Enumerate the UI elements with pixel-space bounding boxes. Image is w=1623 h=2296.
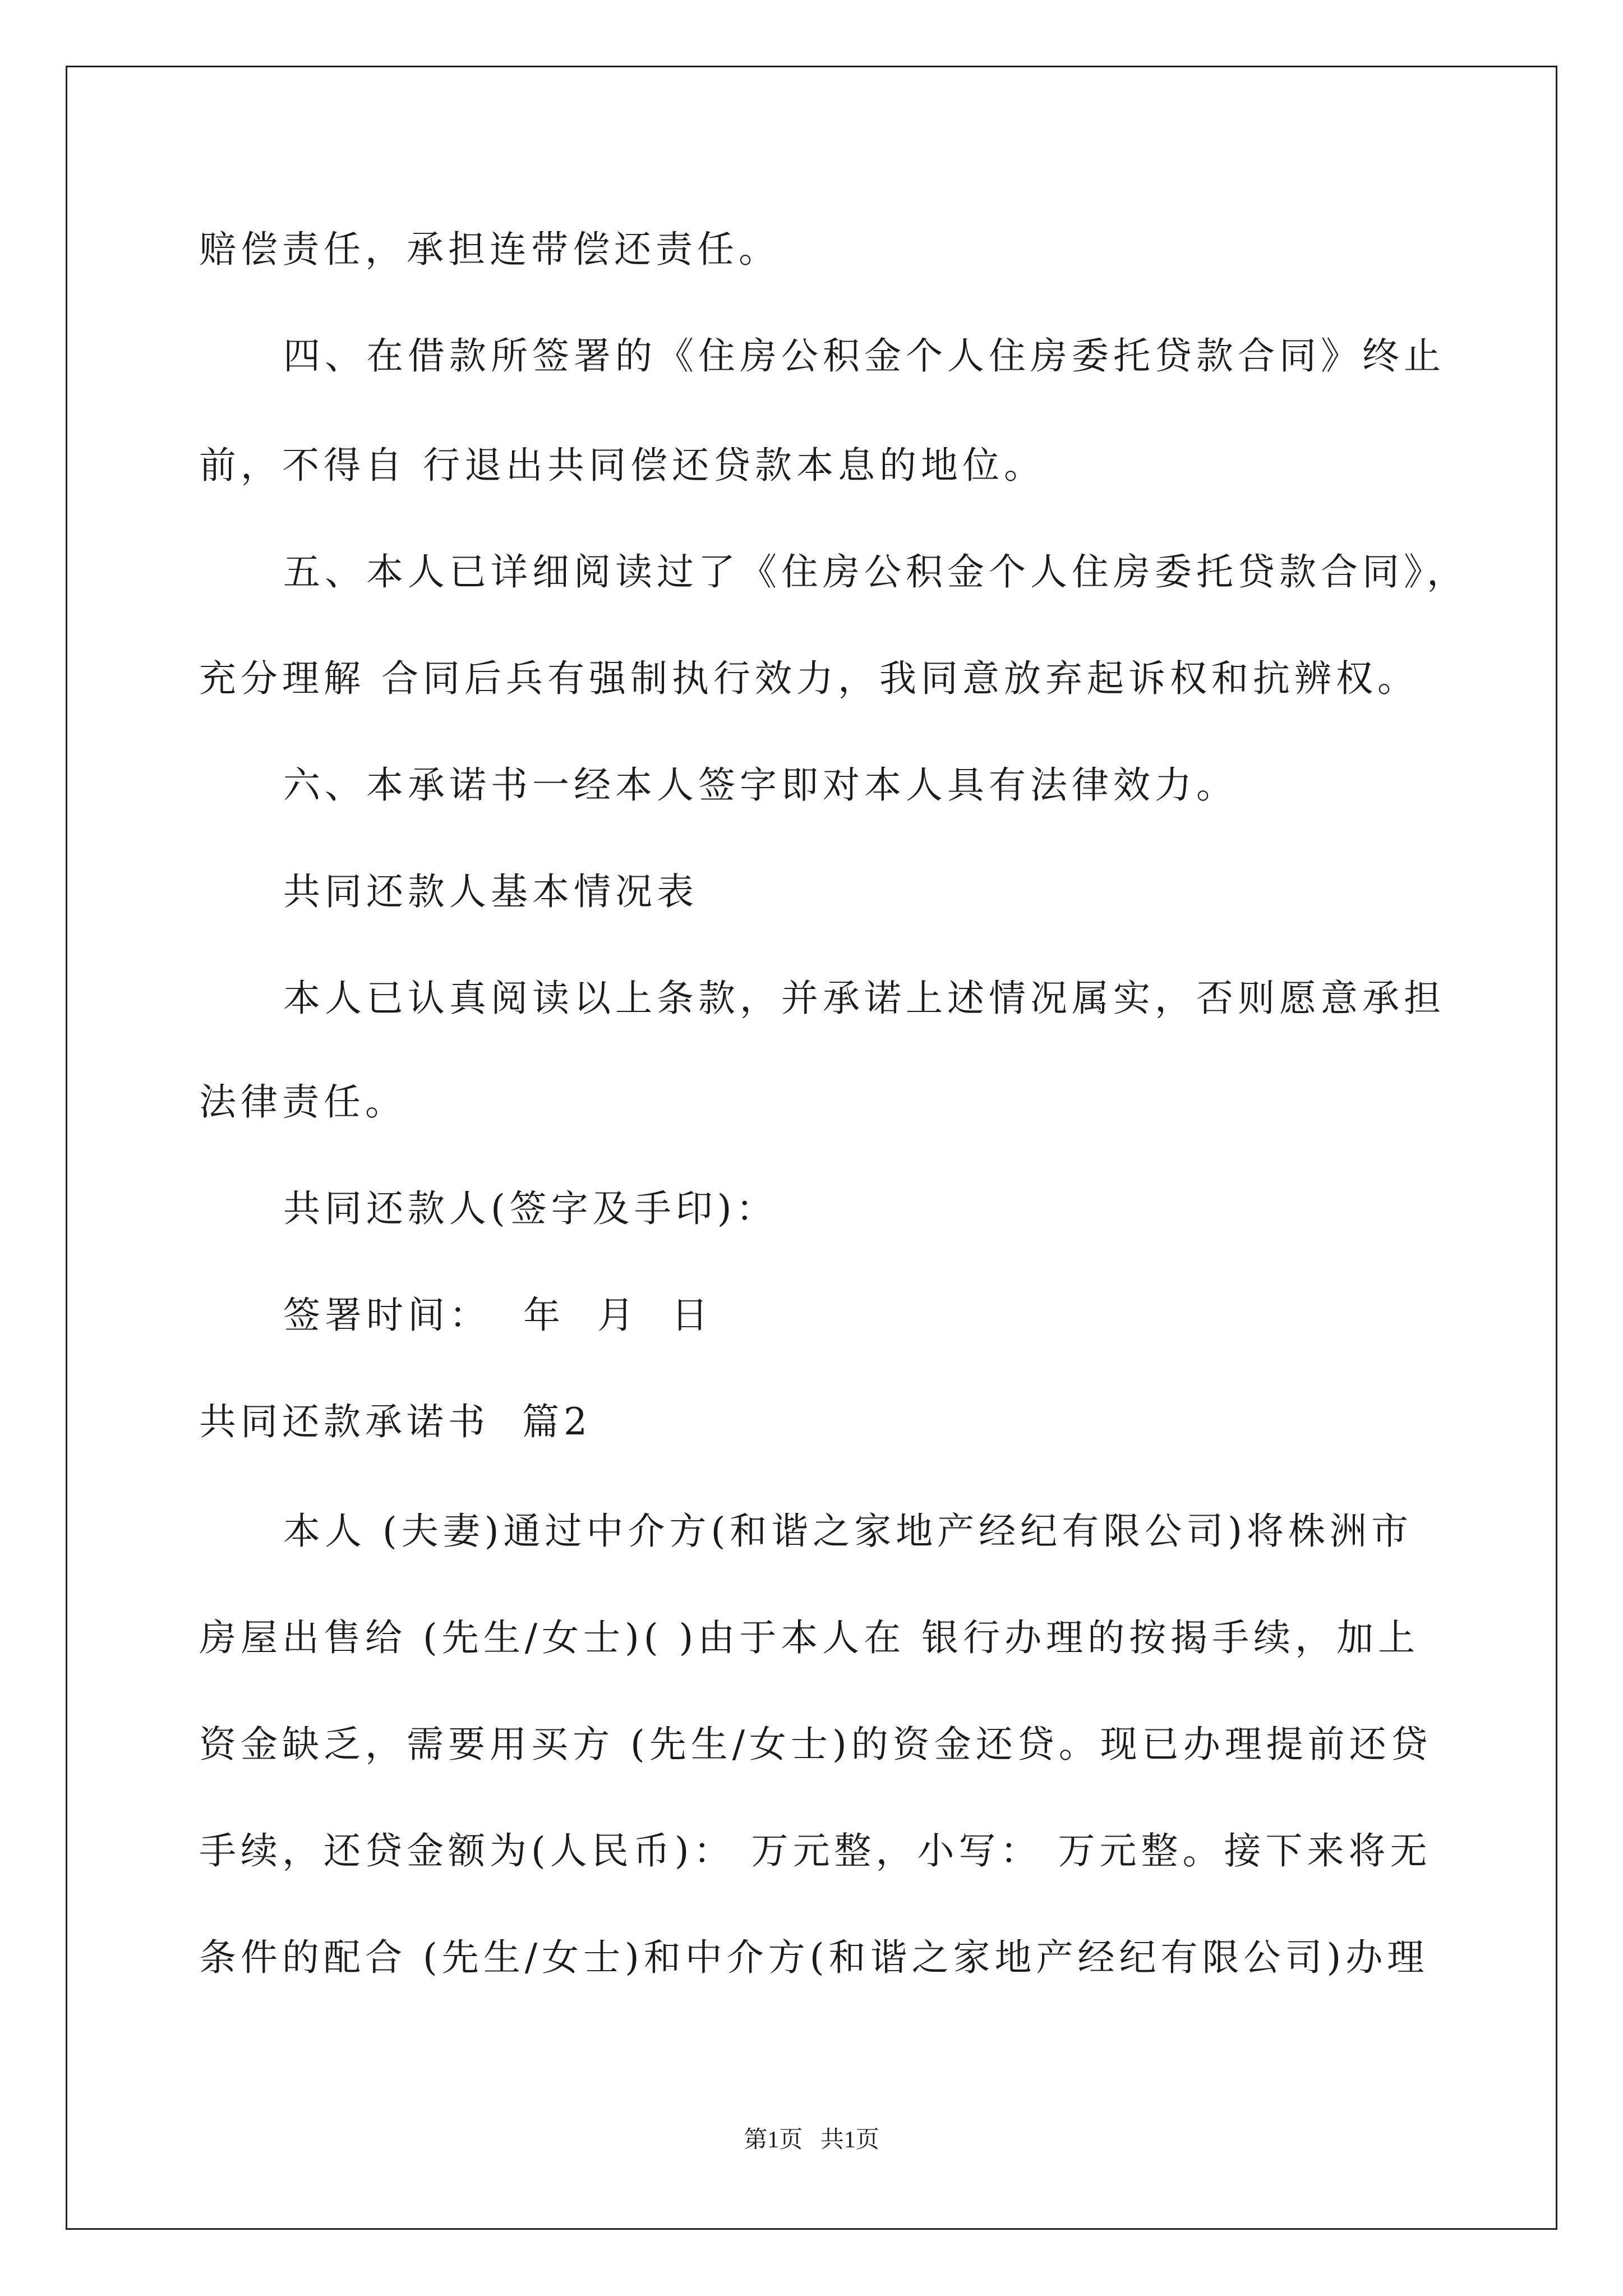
text-line-14: 房屋出售给 (先生/女士)( )由于本人在 银行办理的按揭手续，加上 — [199, 1616, 1420, 1659]
signing-date-line: 签署时间： 年 月 日 — [283, 1294, 713, 1337]
section-subtitle: 共同还款人基本情况表 — [283, 870, 698, 913]
text-line-1: 赔偿责任，承担连带偿还责任。 — [199, 228, 780, 271]
page-border — [66, 66, 1557, 2230]
text-line-6: 六、本承诺书一经本人签字即对本人具有法律效力。 — [283, 763, 1238, 807]
section-heading: 共同还款承诺书 篇2 — [199, 1400, 592, 1443]
text-line-8: 本人已认真阅读以上条款，并承诺上述情况属实，否则愿意承担 — [283, 977, 1445, 1020]
text-line-16: 手续，还贷金额为(人民币)： 万元整，小写： 万元整。接下来将无 — [199, 1829, 1432, 1872]
text-line-17: 条件的配合 (先生/女士)和中介方(和谐之家地产经纪有限公司)办理 — [199, 1936, 1429, 1979]
text-line-15: 资金缺乏，需要用买方 (先生/女士)的资金还贷。现已办理提前还贷 — [199, 1723, 1432, 1766]
page-footer: 第1页 共1页 — [744, 2127, 879, 2153]
text-line-13: 本人 (夫妻)通过中介方(和谐之家地产经纪有限公司)将株洲市 — [283, 1510, 1413, 1553]
signature-line: 共同还款人(签字及手印)： — [283, 1187, 778, 1230]
text-line-5: 充分理解 合同后兵有强制执行效力，我同意放弃起诉权和抗辨权。 — [199, 657, 1419, 700]
text-line-2: 四、在借款所签署的《住房公积金个人住房委托贷款合同》终止 — [283, 334, 1445, 378]
text-line-4: 五、本人已详细阅读过了《住房公积金个人住房委托贷款合同》， — [283, 550, 1468, 593]
text-line-3: 前，不得自 行退出共同偿还贷款本息的地位。 — [199, 444, 1045, 487]
text-line-9: 法律责任。 — [199, 1080, 407, 1124]
